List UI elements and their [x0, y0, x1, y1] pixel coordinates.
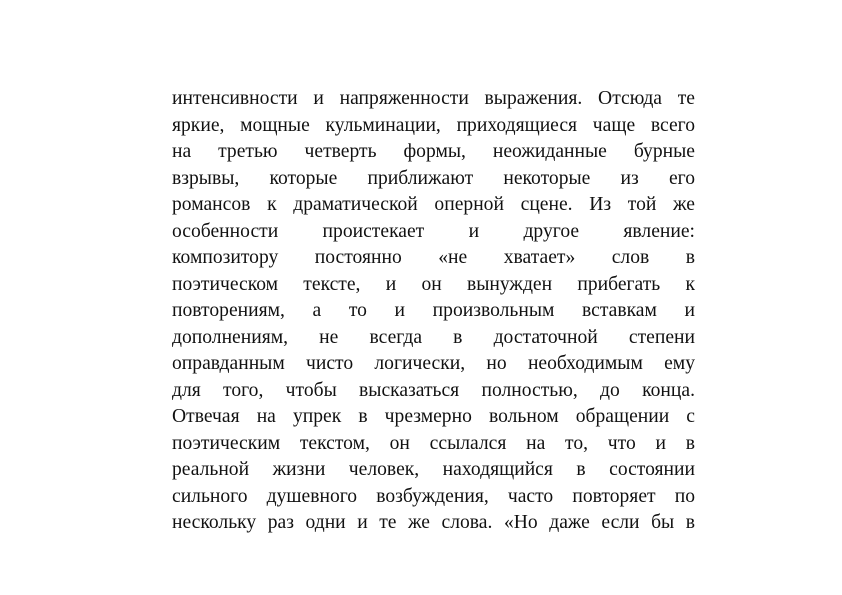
- text-line: особенности проистекает и другое явление:: [172, 220, 695, 242]
- text-line: для того, чтобы высказаться полностью, до конца.: [172, 379, 695, 401]
- text-line: яркие, мощные кульминации, приходящиеся чаще всего: [172, 114, 695, 136]
- text-line: на третью четверть формы, неожиданные бурные: [172, 141, 695, 162]
- text-line: поэтическим текстом, он ссылался на то, что и в: [172, 432, 695, 454]
- text-line: композитору постоянно «не хватает» слов в: [172, 247, 695, 268]
- text-line: Отвечая на упрек в чрезмерно вольном обращении с: [172, 406, 695, 427]
- text-line: оправданным чисто логически, но необходимым ему: [172, 353, 695, 374]
- text-line: взрывы, которые приближают некоторые из его: [172, 167, 695, 189]
- text-line: дополнениям, не всегда в достаточной степени: [172, 326, 695, 348]
- text-line: реальной жизни человек, находящийся в состоянии: [172, 459, 695, 480]
- text-line: нескольку раз одни и те же слова. «Но даже если бы в: [172, 512, 696, 533]
- text-line: романсов к драматической оперной сцене. Из той же: [172, 194, 696, 215]
- text-line: сильного душевного возбуждения, часто повторяет по: [172, 485, 695, 507]
- text-line: повторениям, а то и произвольным вставкам и: [172, 300, 695, 321]
- text-line: поэтическом тексте, и он вынужден прибегать к: [172, 273, 696, 295]
- text-line: интенсивности и напряженности выражения. Отсюда те: [172, 88, 695, 109]
- body-text: [172, 86, 695, 537]
